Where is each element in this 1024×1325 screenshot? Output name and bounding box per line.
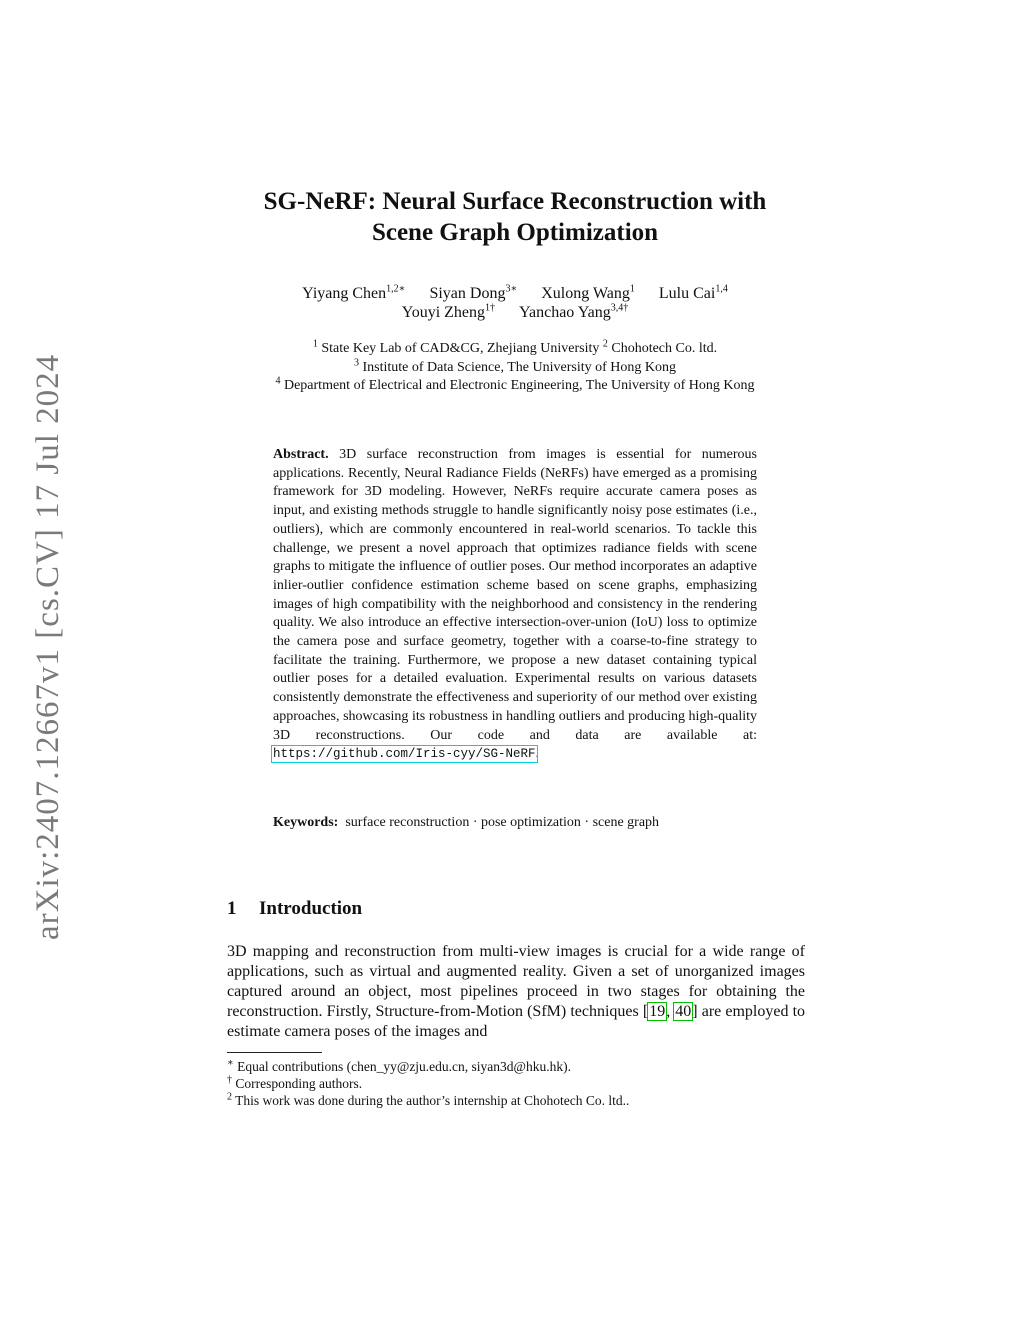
abstract-label: Abstract. — [273, 447, 329, 462]
author-affiliation-mark: 1,2∗ — [386, 283, 406, 295]
footnotes — [227, 1058, 805, 1109]
abstract-text: 3D surface reconstruction from images is essential for numerous applications. Recently, Neural Radiance Fields (NeRFs) have emerged as a promising framework for 3D modeling. However, NeRFs require accurate camera poses as input, and existing methods struggle to handle significantly noisy pose estimates (i.e., outliers), which are commonly encountered in real-world scenarios. To tackle this challenge, we present a novel approach that optimizes radiance fields with scene graphs to mitigate the influence of outlier poses. Our method incorporates an adaptive inlier-outlier confidence estimation scheme based on scene graphs, emphasizing images of high compatibility with the neighborhood and consistency in the rendering quality. We also introduce an effective intersection-over-union (IoU) loss to optimize the camera pose and surface geometry, together with a coarse-to-fine strategy to facilitate the training. Furthermore, we propose a new dataset containing typical outlier poses for a detailed evaluation. Experimental results on various datasets consistently demonstrate the effectiveness and superiority of our method over existing approaches, showcasing its robustness in handling outliers and producing high-quality 3D reconstructions. Our code and data are available at: — [273, 447, 758, 743]
author-row-1 — [200, 284, 830, 303]
author — [402, 304, 495, 321]
footnote-text: This work was done during the author’s internship at Chohotech Co. ltd.. — [235, 1093, 630, 1108]
footnote-mark: 2 — [227, 1091, 232, 1103]
footnote — [227, 1058, 805, 1075]
keywords-text: surface reconstruction · pose optimization · scene graph — [345, 815, 660, 830]
affiliation: Department of Electrical and Electronic Engineering, The University of Hong Kong — [283, 378, 755, 393]
author-affiliation-mark: 3∗ — [505, 283, 518, 295]
title-line-1: SG-NeRF: Neural Surface Reconstruction with — [263, 188, 767, 215]
arxiv-identifier: arXiv:2407.12667v1 [cs.CV] 17 Jul 2024 — [30, 353, 66, 940]
author — [541, 285, 635, 302]
footnote-mark: ∗ — [227, 1057, 234, 1069]
author — [302, 285, 405, 302]
citation-link[interactable]: 19 — [649, 1003, 666, 1020]
intro-text-end: are employed to estimate camera poses of the images and — [227, 1003, 806, 1040]
author-name: Yanchao Yang — [519, 304, 611, 321]
section-title: Introduction — [259, 898, 363, 919]
keywords-label: Keywords: — [273, 815, 339, 830]
affiliations — [200, 340, 830, 396]
author — [519, 304, 628, 321]
author-name: Lulu Cai — [658, 285, 716, 302]
footnote — [227, 1092, 805, 1109]
affiliation: State Key Lab of CAD&CG, Zhejiang University — [321, 341, 600, 356]
affiliation-mark: 1 — [312, 338, 318, 350]
affiliation-mark: 2 — [602, 338, 608, 350]
abstract-end: . — [535, 746, 540, 762]
intro-paragraph: 3D mapping and reconstruction from multi-view images is crucial for a wide range of applications, such as virtual and augmented reality. Given a set of unorganized images captured around an object, most pipelines proceed in two stages for obtaining the reconstruction. Firstly, Structure-from-Motion (SfM) techniques [19, 40] are employed to estimate camera poses of the images and — [227, 943, 806, 1040]
footnote-mark: † — [227, 1074, 232, 1086]
footnote-text: Equal contributions (chen_yy@zju.edu.cn, siyan3d@hku.hk). — [237, 1059, 571, 1074]
intro-text: 3D mapping and reconstruction from multi-view images is crucial for a wide range of applications, such as virtual and augmented reality. Given a set of unorganized images captured around an object, most pipelines proceed in two stages for obtaining the reconstruction. Firstly, Structure-from-Motion (SfM) techniques — [227, 943, 805, 1020]
citation-link[interactable]: 40 — [675, 1003, 692, 1020]
author-name: Youyi Zheng — [401, 304, 486, 321]
author-affiliation-mark: 1† — [485, 302, 496, 314]
author-affiliation-mark: 1 — [629, 283, 635, 295]
footnote-text: Corresponding authors. — [235, 1076, 363, 1091]
affiliation-line-2 — [200, 356, 830, 378]
affiliation-mark: 3 — [353, 356, 359, 368]
footnote — [227, 1075, 805, 1092]
affiliation: Chohotech Co. ltd. — [611, 341, 718, 356]
affiliation-mark: 4 — [275, 375, 281, 387]
author-name: Siyan Dong — [429, 285, 506, 302]
citation-separator: , — [666, 1003, 675, 1020]
author — [429, 285, 517, 302]
title-line-2: Scene Graph Optimization — [371, 219, 659, 246]
section-number: 1 — [227, 898, 237, 919]
footnote-rule — [227, 1052, 322, 1053]
author-affiliation-mark: 3,4† — [610, 302, 629, 314]
affiliation-line-3 — [200, 377, 830, 396]
author-list — [200, 284, 830, 322]
affiliation: Institute of Data Science, The University of Hong Kong — [362, 359, 676, 375]
section-heading — [227, 898, 362, 920]
affiliation-line-1 — [200, 340, 830, 359]
author-name: Yiyang Chen — [302, 285, 387, 302]
keywords — [273, 814, 757, 832]
author-affiliation-mark: 1,4 — [715, 283, 728, 295]
paper-title — [200, 186, 830, 248]
code-link[interactable]: https://github.com/Iris-cyy/SG-NeRF — [273, 747, 536, 762]
author — [659, 285, 728, 302]
abstract — [273, 446, 757, 764]
author-name: Xulong Wang — [541, 285, 630, 302]
author-row-2 — [200, 303, 830, 322]
